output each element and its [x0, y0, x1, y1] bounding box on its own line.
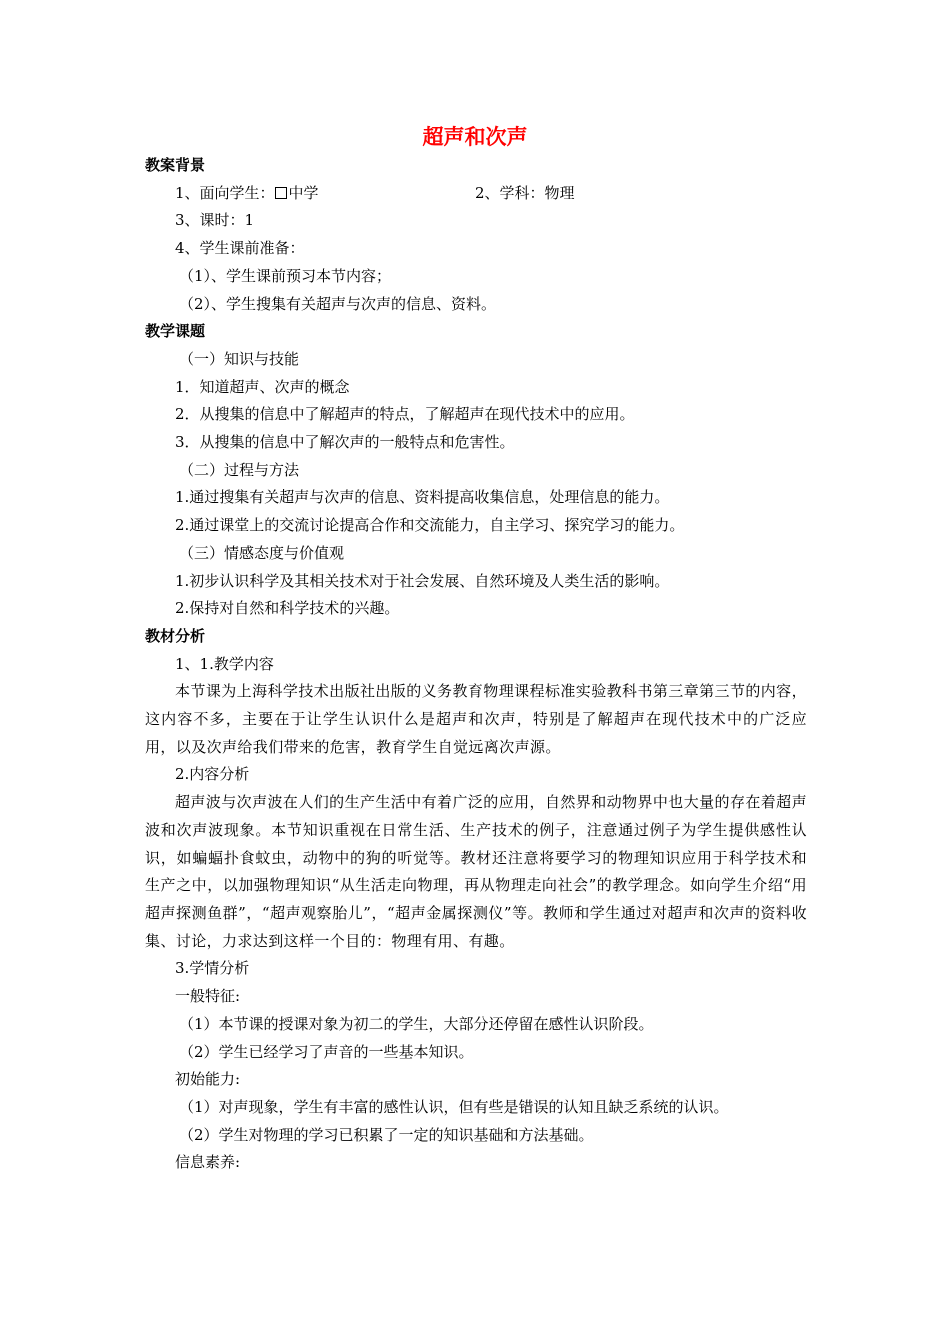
document-body — [145, 152, 807, 1177]
initial-label: 初始能力: — [175, 1070, 241, 1089]
info-label: 信息素养: — [175, 1153, 241, 1172]
general-item: （1）本节课的授课对象为初二的学生，大部分还停留在感性认识阶段。 — [179, 1014, 654, 1033]
content-paragraph: 本节课为上海科学技术出版社出版的义务教育物理课程标准实验教科书第三章第三节的内容，这内容不多，主要在于让学生认识什么是超声和次声，特别是了解超声在现代技术中的广泛应用，以及次声给我们带来的危害，教育学生自觉远离次声源。 — [145, 682, 807, 756]
emotion-item: 1.初步认识科学及其相关技术对于社会发展、自然环境及人类生活的影响。 — [175, 571, 670, 590]
student-title: 3.学情分析 — [175, 959, 250, 978]
knowledge-item: 1．知道超声、次声的概念 — [175, 377, 350, 396]
process-item: 1.通过搜集有关超声与次声的信息、资料提高收集信息，处理信息的能力。 — [175, 488, 670, 507]
audience-cell — [175, 180, 475, 208]
initial-item: （1）对声现象，学生有丰富的感性认识，但有些是错误的认知且缺乏系统的认识。 — [179, 1097, 729, 1116]
content-title: 1、1.教学内容 — [175, 654, 274, 673]
prep-label: 4、学生课前准备： — [175, 239, 305, 258]
process-title: （二）过程与方法 — [179, 460, 300, 479]
emotion-item: 2.保持对自然和科学技术的兴趣。 — [175, 599, 400, 618]
knowledge-title: （一）知识与技能 — [179, 349, 300, 368]
process-item: 2.通过课堂上的交流讨论提高合作和交流能力，自主学习、探究学习的能力。 — [175, 516, 685, 535]
audience-value: 中学 — [288, 183, 319, 202]
audience-subject-row — [145, 180, 807, 208]
checkbox-icon — [275, 187, 287, 199]
section-heading-analysis: 教材分析 — [145, 626, 206, 645]
knowledge-item: 2．从搜集的信息中了解超声的特点，了解超声在现代技术中的应用。 — [175, 405, 635, 424]
section-heading-background: 教案背景 — [145, 156, 206, 174]
subject-text: 2、学科：物理 — [475, 183, 575, 202]
audience-label: 1、面向学生： — [175, 183, 275, 202]
prep-item: （1）、学生课前预习本节内容； — [179, 266, 392, 285]
knowledge-item: 3．从搜集的信息中了解次声的一般特点和危害性。 — [175, 433, 515, 452]
document-title: 超声和次声 — [422, 125, 528, 149]
emotion-title: （三）情感态度与价值观 — [179, 543, 345, 562]
general-item: （2）学生已经学习了声音的一些基本知识。 — [179, 1042, 474, 1061]
general-label: 一般特征: — [175, 987, 241, 1006]
section-heading-topic: 教学课题 — [145, 322, 206, 341]
analysis-title: 2.内容分析 — [175, 765, 250, 784]
hours-text: 3、课时：1 — [175, 211, 255, 230]
initial-item: （2）学生对物理的学习已积累了一定的知识基础和方法基础。 — [179, 1125, 594, 1144]
analysis-paragraph: 超声波与次声波在人们的生产生活中有着广泛的应用，自然界和动物界中也大量的存在着超声波和次声波现象。本节知识重视在日常生活、生产技术的例子，注意通过例子为学生提供感性认识，如蝙蝠扑食蚊虫，动物中的狗的听觉等。教材还注意将要学习的物理知识应用于科学技术和生产之中，以加强物理知识“从生活走向物理，再从物理走向社会”的教学理念。如向学生介绍“用超声探测鱼群”，“超声观察胎儿”，“超声金属探测仪”等。教师和学生通过对超声和次声的资料收集、讨论，力求达到这样一个目的：物理有用、有趣。 — [145, 793, 807, 950]
prep-item: （2）、学生搜集有关超声与次声的信息、资料。 — [179, 294, 497, 313]
